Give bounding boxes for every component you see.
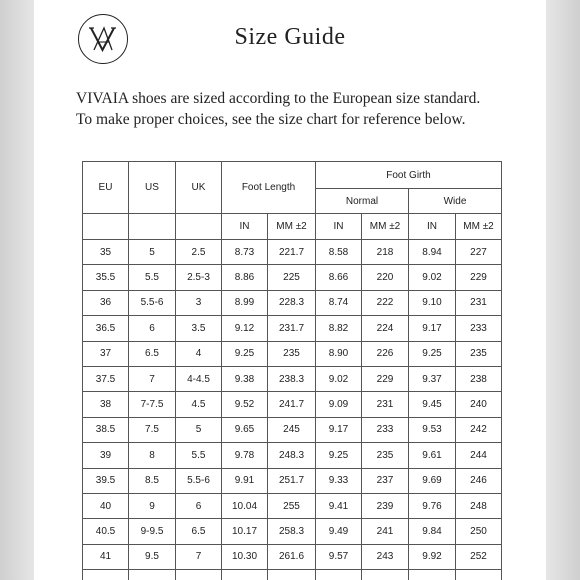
table-cell: 5 bbox=[176, 417, 222, 442]
table-cell: 9.91 bbox=[222, 468, 268, 493]
table-cell: 7-7.5 bbox=[129, 392, 176, 417]
table-cell: 10.17 bbox=[222, 519, 268, 544]
table-cell: 9.17 bbox=[316, 417, 362, 442]
header-length-in: IN bbox=[222, 214, 268, 240]
table-cell: 7.5 bbox=[129, 417, 176, 442]
table-cell: 39 bbox=[83, 443, 129, 468]
table-cell bbox=[456, 570, 502, 580]
table-cell: 222 bbox=[362, 290, 409, 315]
table-cell: 9.09 bbox=[316, 392, 362, 417]
table-cell: 248 bbox=[456, 493, 502, 518]
table-cell: 233 bbox=[362, 417, 409, 442]
table-cell: 9.33 bbox=[316, 468, 362, 493]
table-cell: 9.65 bbox=[222, 417, 268, 442]
table-cell bbox=[83, 570, 129, 580]
table-cell: 36 bbox=[83, 290, 129, 315]
table-cell: 237 bbox=[362, 468, 409, 493]
table-row bbox=[83, 493, 502, 518]
table-cell: 9.25 bbox=[409, 341, 456, 366]
table-row bbox=[83, 290, 502, 315]
table-row bbox=[83, 316, 502, 341]
header-eu: EU bbox=[83, 162, 129, 214]
table-cell bbox=[176, 570, 222, 580]
table-cell: 233 bbox=[456, 316, 502, 341]
table-cell: 227 bbox=[456, 240, 502, 265]
header-wide-mm: MM ±2 bbox=[456, 214, 502, 240]
table-cell: 5.5-6 bbox=[129, 290, 176, 315]
table-cell: 229 bbox=[362, 366, 409, 391]
table-cell: 7 bbox=[129, 366, 176, 391]
table-row bbox=[83, 392, 502, 417]
table-cell: 41 bbox=[83, 544, 129, 569]
header-foot-girth: Foot Girth bbox=[316, 162, 502, 189]
table-cell: 235 bbox=[362, 443, 409, 468]
table-cell: 35 bbox=[83, 240, 129, 265]
table-row bbox=[83, 443, 502, 468]
header-normal-mm: MM ±2 bbox=[362, 214, 409, 240]
table-cell: 10.30 bbox=[222, 544, 268, 569]
table-cell: 8.90 bbox=[316, 341, 362, 366]
table-cell: 9.76 bbox=[409, 493, 456, 518]
header-wide-in: IN bbox=[409, 214, 456, 240]
size-guide-page bbox=[34, 0, 546, 580]
table-cell: 9.52 bbox=[222, 392, 268, 417]
table-cell: 258.3 bbox=[268, 519, 316, 544]
table-cell bbox=[409, 570, 456, 580]
table-cell: 39.5 bbox=[83, 468, 129, 493]
table-cell: 251.7 bbox=[268, 468, 316, 493]
table-cell: 218 bbox=[362, 240, 409, 265]
table-cell: 9.92 bbox=[409, 544, 456, 569]
table-cell: 9.41 bbox=[316, 493, 362, 518]
table-cell: 261.6 bbox=[268, 544, 316, 569]
table-cell: 9.5 bbox=[129, 544, 176, 569]
table-cell: 3.5 bbox=[176, 316, 222, 341]
table-cell: 9.02 bbox=[409, 265, 456, 290]
table-cell: 5.5-6 bbox=[176, 468, 222, 493]
table-cell: 241.7 bbox=[268, 392, 316, 417]
table-cell: 36.5 bbox=[83, 316, 129, 341]
table-cell: 40.5 bbox=[83, 519, 129, 544]
table-row bbox=[83, 519, 502, 544]
table-cell: 4.5 bbox=[176, 392, 222, 417]
table-cell: 2.5-3 bbox=[176, 265, 222, 290]
table-cell: 8.99 bbox=[222, 290, 268, 315]
table-cell: 245 bbox=[268, 417, 316, 442]
table-cell: 8.82 bbox=[316, 316, 362, 341]
intro-line-1: VIVAIA shoes are sized according to the European size standard. bbox=[76, 90, 481, 107]
table-row bbox=[83, 544, 502, 569]
table-cell: 4-4.5 bbox=[176, 366, 222, 391]
table-cell: 10.04 bbox=[222, 493, 268, 518]
table-cell: 238.3 bbox=[268, 366, 316, 391]
table-cell: 228.3 bbox=[268, 290, 316, 315]
table-cell: 226 bbox=[362, 341, 409, 366]
table-cell: 9.10 bbox=[409, 290, 456, 315]
table-cell bbox=[316, 570, 362, 580]
table-cell: 9.25 bbox=[222, 341, 268, 366]
table-cell: 9.45 bbox=[409, 392, 456, 417]
header-us: US bbox=[129, 162, 176, 214]
table-cell: 252 bbox=[456, 544, 502, 569]
table-cell: 9.53 bbox=[409, 417, 456, 442]
table-cell: 38.5 bbox=[83, 417, 129, 442]
table-cell: 231.7 bbox=[268, 316, 316, 341]
table-cell bbox=[222, 570, 268, 580]
table-cell: 250 bbox=[456, 519, 502, 544]
table-cell: 5.5 bbox=[129, 265, 176, 290]
background-edge-right bbox=[546, 0, 580, 580]
table-cell: 5 bbox=[129, 240, 176, 265]
table-cell: 9-9.5 bbox=[129, 519, 176, 544]
header-length-mm: MM ±2 bbox=[268, 214, 316, 240]
table-cell: 38 bbox=[83, 392, 129, 417]
table-cell: 241 bbox=[362, 519, 409, 544]
size-chart-body bbox=[83, 240, 502, 580]
table-cell: 8.86 bbox=[222, 265, 268, 290]
table-cell: 8.5 bbox=[129, 468, 176, 493]
table-cell: 9.37 bbox=[409, 366, 456, 391]
table-cell: 8 bbox=[129, 443, 176, 468]
table-cell: 9.57 bbox=[316, 544, 362, 569]
table-cell: 244 bbox=[456, 443, 502, 468]
table-cell: 9.61 bbox=[409, 443, 456, 468]
table-cell: 9.38 bbox=[222, 366, 268, 391]
table-cell: 242 bbox=[456, 417, 502, 442]
table-cell: 40 bbox=[83, 493, 129, 518]
table-cell: 9.69 bbox=[409, 468, 456, 493]
table-cell: 240 bbox=[456, 392, 502, 417]
table-cell: 35.5 bbox=[83, 265, 129, 290]
page-title: Size Guide bbox=[234, 24, 346, 50]
table-row bbox=[83, 240, 502, 265]
table-cell bbox=[268, 570, 316, 580]
table-row-partial bbox=[83, 570, 502, 580]
table-cell: 235 bbox=[456, 341, 502, 366]
table-cell: 255 bbox=[268, 493, 316, 518]
table-cell: 8.94 bbox=[409, 240, 456, 265]
table-cell: 224 bbox=[362, 316, 409, 341]
table-cell: 9.17 bbox=[409, 316, 456, 341]
header-uk: UK bbox=[176, 162, 222, 214]
table-row bbox=[83, 341, 502, 366]
table-cell: 239 bbox=[362, 493, 409, 518]
table-cell: 8.74 bbox=[316, 290, 362, 315]
header-foot-length: Foot Length bbox=[222, 162, 316, 214]
table-cell: 7 bbox=[176, 544, 222, 569]
table-cell: 37 bbox=[83, 341, 129, 366]
table-cell: 6 bbox=[176, 493, 222, 518]
table-cell: 9.49 bbox=[316, 519, 362, 544]
background-edge-left bbox=[0, 0, 34, 580]
size-chart-table bbox=[82, 161, 502, 580]
table-cell: 248.3 bbox=[268, 443, 316, 468]
header-blank bbox=[176, 214, 222, 240]
header-blank bbox=[129, 214, 176, 240]
table-cell bbox=[129, 570, 176, 580]
table-cell: 6.5 bbox=[176, 519, 222, 544]
table-row bbox=[83, 417, 502, 442]
table-cell: 8.73 bbox=[222, 240, 268, 265]
header-normal: Normal bbox=[316, 189, 409, 214]
header-blank bbox=[83, 214, 129, 240]
table-row bbox=[83, 468, 502, 493]
table-row bbox=[83, 366, 502, 391]
table-cell bbox=[362, 570, 409, 580]
table-cell: 231 bbox=[362, 392, 409, 417]
table-cell: 4 bbox=[176, 341, 222, 366]
intro-text bbox=[76, 88, 536, 130]
header-normal-in: IN bbox=[316, 214, 362, 240]
table-cell: 6 bbox=[129, 316, 176, 341]
table-cell: 9.25 bbox=[316, 443, 362, 468]
table-cell: 2.5 bbox=[176, 240, 222, 265]
table-cell: 9.02 bbox=[316, 366, 362, 391]
table-cell: 8.66 bbox=[316, 265, 362, 290]
table-cell: 9.84 bbox=[409, 519, 456, 544]
table-row bbox=[83, 265, 502, 290]
table-cell: 225 bbox=[268, 265, 316, 290]
table-cell: 9.78 bbox=[222, 443, 268, 468]
table-cell: 220 bbox=[362, 265, 409, 290]
header-wide: Wide bbox=[409, 189, 502, 214]
table-cell: 243 bbox=[362, 544, 409, 569]
table-cell: 37.5 bbox=[83, 366, 129, 391]
table-cell: 6.5 bbox=[129, 341, 176, 366]
table-cell: 229 bbox=[456, 265, 502, 290]
table-cell: 9 bbox=[129, 493, 176, 518]
table-cell: 238 bbox=[456, 366, 502, 391]
table-cell: 8.58 bbox=[316, 240, 362, 265]
table-cell: 221.7 bbox=[268, 240, 316, 265]
table-cell: 235 bbox=[268, 341, 316, 366]
table-cell: 5.5 bbox=[176, 443, 222, 468]
table-cell: 3 bbox=[176, 290, 222, 315]
table-cell: 246 bbox=[456, 468, 502, 493]
table-cell: 9.12 bbox=[222, 316, 268, 341]
intro-line-2: To make proper choices, see the size chart for reference below. bbox=[76, 111, 466, 128]
table-cell: 231 bbox=[456, 290, 502, 315]
